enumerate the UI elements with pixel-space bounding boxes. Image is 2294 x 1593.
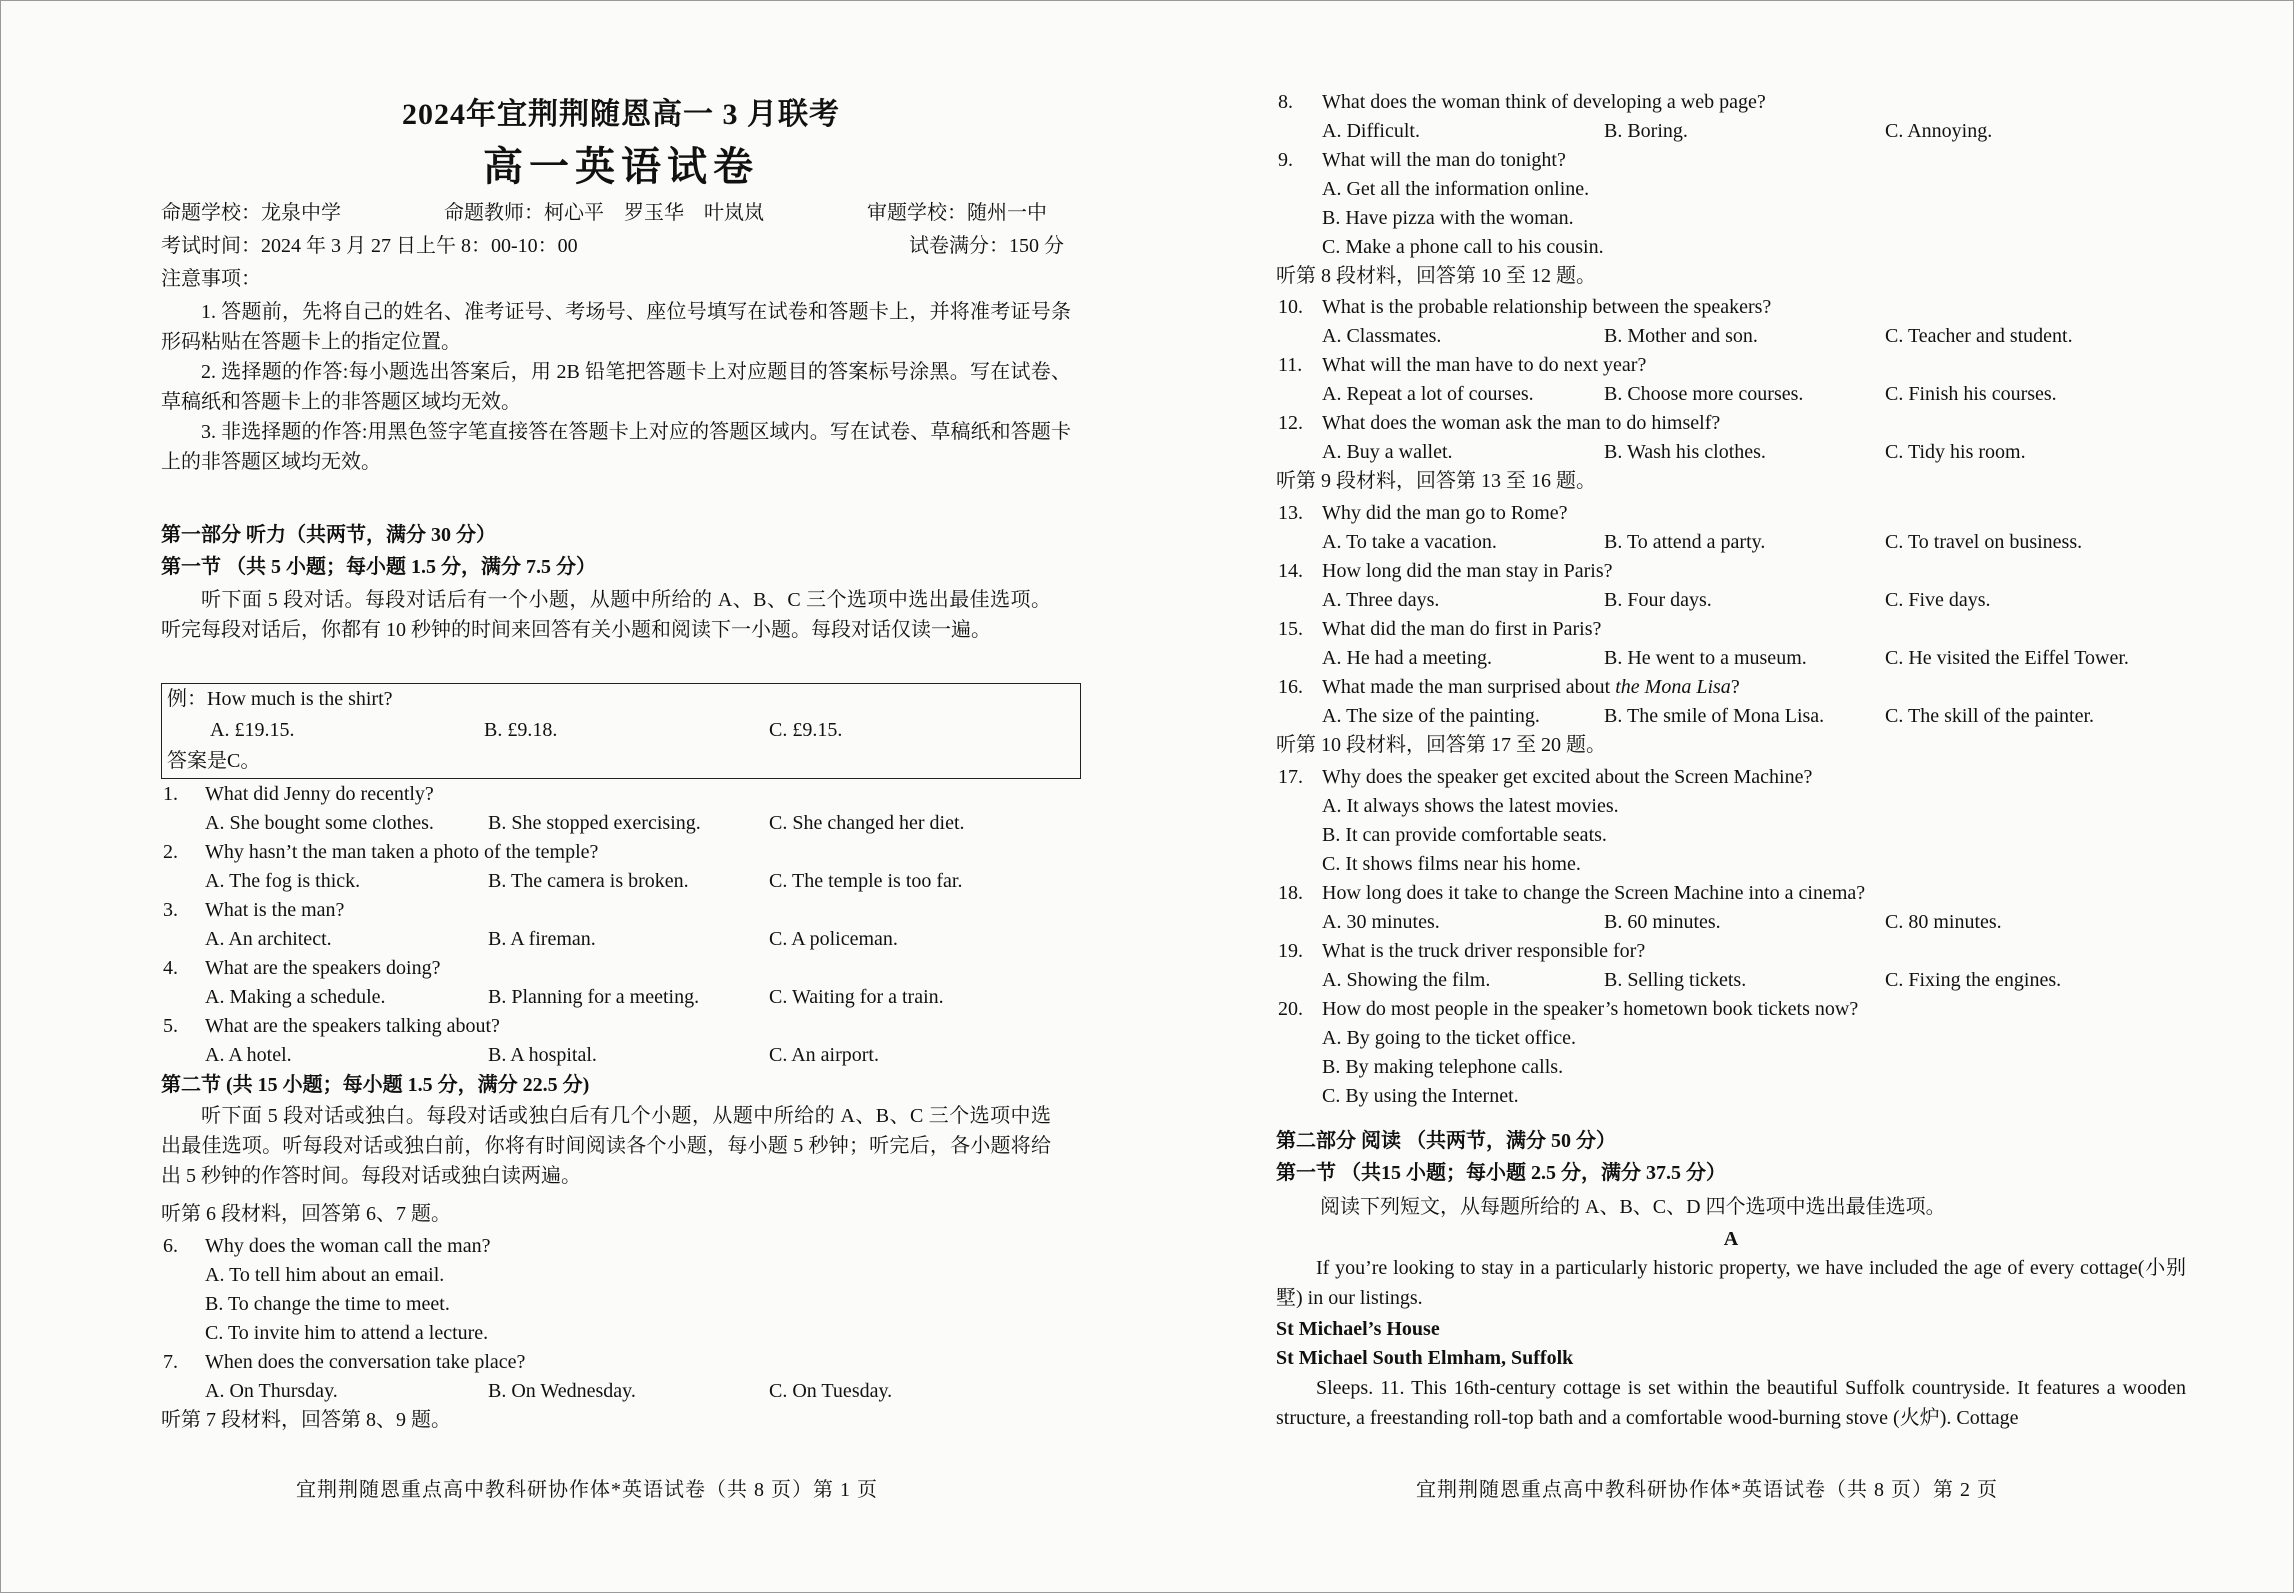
question-number: 11. [1278, 354, 1303, 376]
question-text: How long does it take to change the Screen Machine into a cinema? [1322, 882, 1866, 904]
option-c: C. The temple is too far. [769, 870, 963, 892]
question-text: How do most people in the speaker’s hometown book tickets now? [1322, 998, 1859, 1020]
question-text: What is the man? [205, 899, 345, 921]
notice-1: 1. 答题前，先将自己的姓名、准考证号、考场号、座位号填写在试卷和答题卡上，并将准考证号条形码粘贴在答题卡上的指定位置。 [161, 301, 1071, 353]
option-c: C. Fixing the engines. [1885, 969, 2062, 991]
question-number: 17. [1278, 766, 1303, 788]
option-c: C. Finish his courses. [1885, 383, 2057, 405]
question-number: 14. [1278, 560, 1303, 582]
section1-heading: 第一节 （共 5 小题；每小题 1.5 分，满分 7.5 分） [161, 556, 596, 578]
question-text: Why does the speaker get excited about the Screen Machine? [1322, 766, 1813, 788]
question-text: Why hasn’t the man taken a photo of the temple? [205, 841, 599, 863]
example-option-c: C. £9.15. [769, 719, 843, 741]
page-footer: 宜荆荆随恩重点高中教科研协作体*英语试卷（共 8 页）第 1 页 [296, 1479, 878, 1501]
option-b: B. A fireman. [488, 928, 596, 950]
question-number: 19. [1278, 940, 1303, 962]
question-number: 7. [163, 1351, 178, 1373]
teacher-info: 命题教师：柯心平 罗玉华 叶岚岚 [444, 202, 764, 224]
option-b: B. Boring. [1604, 120, 1688, 142]
option-c: C. The skill of the painter. [1885, 705, 2095, 727]
school-info: 命题学校：龙泉中学 [161, 202, 341, 224]
option-c: C. On Tuesday. [769, 1380, 893, 1402]
question-number: 15. [1278, 618, 1303, 640]
example-answer: 答案是C。 [167, 750, 261, 772]
question-number: 20. [1278, 998, 1303, 1020]
question-number: 4. [163, 957, 178, 979]
option-a: A. Get all the information online. [1322, 178, 1590, 200]
full-score: 试卷满分：150 分 [909, 235, 1064, 257]
question-text: What are the speakers doing? [205, 957, 441, 979]
option-c: C. Tidy his room. [1885, 441, 2026, 463]
option-b: B. Mother and son. [1604, 325, 1758, 347]
option-b: B. Planning for a meeting. [488, 986, 700, 1008]
option-a: A. She bought some clothes. [205, 812, 434, 834]
reading-section1-heading: 第一节 （共15 小题；每小题 2.5 分，满分 37.5 分） [1276, 1162, 1726, 1184]
question-number: 10. [1278, 296, 1303, 318]
option-a: A. On Thursday. [205, 1380, 338, 1402]
option-b: B. The smile of Mona Lisa. [1604, 705, 1825, 727]
question-text: What is the truck driver responsible for? [1322, 940, 1646, 962]
page-footer: 宜荆荆随恩重点高中教科研协作体*英语试卷（共 8 页）第 2 页 [1416, 1479, 1998, 1501]
option-a: A. Repeat a lot of courses. [1322, 383, 1534, 405]
question-text: What made the man surprised about the Mona Lisa? [1322, 676, 1740, 698]
question-number: 3. [163, 899, 178, 921]
question-number: 6. [163, 1235, 178, 1257]
notice-title: 注意事项： [161, 268, 261, 290]
option-c: C. To invite him to attend a lecture. [205, 1322, 489, 1344]
question-text: What are the speakers talking about? [205, 1015, 500, 1037]
listen-material-7: 听第 7 段材料，回答第 8、9 题。 [161, 1409, 451, 1431]
review-school-info: 审题学校：随州一中 [867, 202, 1047, 224]
option-a: A. An architect. [205, 928, 332, 950]
section1-intro: 听下面 5 段对话。每段对话后有一个小题，从题中所给的 A、B、C 三个选项中选出最佳选项。听完每段对话后，你都有 10 秒钟的时间来回答有关小题和阅读下一小题。每段对话仅读一遍。 [161, 589, 1051, 641]
option-c: C. Make a phone call to his cousin. [1322, 236, 1604, 258]
option-b: B. Choose more courses. [1604, 383, 1804, 405]
option-a: A. To take a vacation. [1322, 531, 1497, 553]
option-c: C. Waiting for a train. [769, 986, 944, 1008]
listen-material-6: 听第 6 段材料，回答第 6、7 题。 [161, 1203, 451, 1225]
option-b: B. To attend a party. [1604, 531, 1766, 553]
exam-subtitle: 高一英语试卷 [483, 144, 759, 189]
question-text: What will the man do tonight? [1322, 149, 1566, 171]
option-a: A. Buy a wallet. [1322, 441, 1453, 463]
option-a: A. By going to the ticket office. [1322, 1027, 1577, 1049]
house-name: St Michael’s House [1276, 1318, 1440, 1340]
passage-intro: If you’re looking to stay in a particularly historic property, we have included the age of every cottage(小别墅) in our listings. [1276, 1257, 2186, 1309]
option-a: A. Making a schedule. [205, 986, 386, 1008]
passage-letter: A [1723, 1228, 1739, 1250]
option-b: B. Selling tickets. [1604, 969, 1747, 991]
house-location: St Michael South Elmham, Suffolk [1276, 1347, 1574, 1369]
listen-material-9: 听第 9 段材料，回答第 13 至 16 题。 [1276, 470, 1596, 492]
option-a: A. The size of the painting. [1322, 705, 1540, 727]
question-text: What is the probable relationship between the speakers? [1322, 296, 1772, 318]
question-text: What does the woman think of developing a web page? [1322, 91, 1766, 113]
option-b: B. On Wednesday. [488, 1380, 636, 1402]
option-c: C. Teacher and student. [1885, 325, 2073, 347]
example-question: 例：How much is the shirt? [167, 688, 393, 710]
option-c: C. She changed her diet. [769, 812, 965, 834]
option-a: A. Difficult. [1322, 120, 1420, 142]
question-text: Why did the man go to Rome? [1322, 502, 1568, 524]
option-c: C. An airport. [769, 1044, 879, 1066]
example-option-a: A. £19.15. [210, 719, 295, 741]
example-option-b: B. £9.18. [484, 719, 558, 741]
question-number: 12. [1278, 412, 1303, 434]
question-text: What does the woman ask the man to do himself? [1322, 412, 1721, 434]
option-a: A. A hotel. [205, 1044, 292, 1066]
question-number: 16. [1278, 676, 1303, 698]
option-a: A. To tell him about an email. [205, 1264, 445, 1286]
option-c: C. To travel on business. [1885, 531, 2083, 553]
notice-2: 2. 选择题的作答:每小题选出答案后，用 2B 铅笔把答题卡上对应题目的答案标号涂黑。写在试卷、草稿纸和答题卡上的非答题区域均无效。 [161, 361, 1071, 413]
question-number: 8. [1278, 91, 1293, 113]
option-b: B. She stopped exercising. [488, 812, 701, 834]
question-text: When does the conversation take place? [205, 1351, 526, 1373]
reading-section1-intro: 阅读下列短文，从每题所给的 A、B、C、D 四个选项中选出最佳选项。 [1320, 1196, 1946, 1218]
question-number: 9. [1278, 149, 1293, 171]
notice-3: 3. 非选择题的作答:用黑色签字笔直接答在答题卡上对应的答题区域内。写在试卷、草稿纸和答题卡上的非答题区域均无效。 [161, 421, 1071, 473]
listen-material-8: 听第 8 段材料，回答第 10 至 12 题。 [1276, 265, 1596, 287]
option-a: A. He had a meeting. [1322, 647, 1492, 669]
option-b: B. Four days. [1604, 589, 1712, 611]
option-a: A. It always shows the latest movies. [1322, 795, 1619, 817]
option-a: A. 30 minutes. [1322, 911, 1440, 933]
question-text: Why does the woman call the man? [205, 1235, 491, 1257]
option-c: C. It shows films near his home. [1322, 853, 1581, 875]
option-b: B. It can provide comfortable seats. [1322, 824, 1607, 846]
option-b: B. Have pizza with the woman. [1322, 207, 1574, 229]
option-b: B. The camera is broken. [488, 870, 689, 892]
section2-heading: 第二节 (共 15 小题；每小题 1.5 分，满分 22.5 分) [161, 1074, 590, 1096]
option-b: B. A hospital. [488, 1044, 597, 1066]
option-a: A. Showing the film. [1322, 969, 1491, 991]
question-number: 5. [163, 1015, 178, 1037]
option-c: C. Five days. [1885, 589, 1991, 611]
option-a: A. Three days. [1322, 589, 1440, 611]
option-c: C. A policeman. [769, 928, 898, 950]
option-c: C. By using the Internet. [1322, 1085, 1519, 1107]
exam-time: 考试时间：2024 年 3 月 27 日上午 8：00-10：00 [161, 235, 578, 257]
option-b: B. To change the time to meet. [205, 1293, 450, 1315]
question-text: What will the man have to do next year? [1322, 354, 1647, 376]
listen-material-10: 听第 10 段材料，回答第 17 至 20 题。 [1276, 734, 1606, 756]
option-c: C. Annoying. [1885, 120, 1993, 142]
option-c: C. 80 minutes. [1885, 911, 2002, 933]
question-text: How long did the man stay in Paris? [1322, 560, 1613, 582]
option-a: A. The fog is thick. [205, 870, 361, 892]
option-a: A. Classmates. [1322, 325, 1442, 347]
question-number: 18. [1278, 882, 1303, 904]
section2-intro: 听下面 5 段对话或独白。每段对话或独白后有几个小题，从题中所给的 A、B、C 三个选项中选出最佳选项。听每段对话或独白前，你将有时间阅读各个小题，每小题 5 秒钟；听完后，各小题将给出 5 秒钟的作答时间。每段对话或独白读两遍。 [161, 1105, 1051, 1187]
question-text: What did Jenny do recently? [205, 783, 434, 805]
option-b: B. 60 minutes. [1604, 911, 1721, 933]
house-description: Sleeps. 11. This 16th-century cottage is set within the beautiful Suffolk countryside. It features a wooden structure, a freestanding roll-top bath and a comfortable wood-burning stove (火炉). Cottage [1276, 1377, 2186, 1429]
question-number: 1. [163, 783, 178, 805]
exam-title: 2024年宜荆荆随恩高一 3 月联考 [402, 98, 840, 131]
option-b: B. By making telephone calls. [1322, 1056, 1564, 1078]
question-number: 2. [163, 841, 178, 863]
question-number: 13. [1278, 502, 1303, 524]
part1-heading: 第一部分 听力（共两节，满分 30 分） [161, 524, 496, 546]
option-b: B. Wash his clothes. [1604, 441, 1766, 463]
part2-heading: 第二部分 阅读 （共两节，满分 50 分） [1276, 1130, 1616, 1152]
option-b: B. He went to a museum. [1604, 647, 1807, 669]
option-c: C. He visited the Eiffel Tower. [1885, 647, 2129, 669]
question-text: What did the man do first in Paris? [1322, 618, 1602, 640]
